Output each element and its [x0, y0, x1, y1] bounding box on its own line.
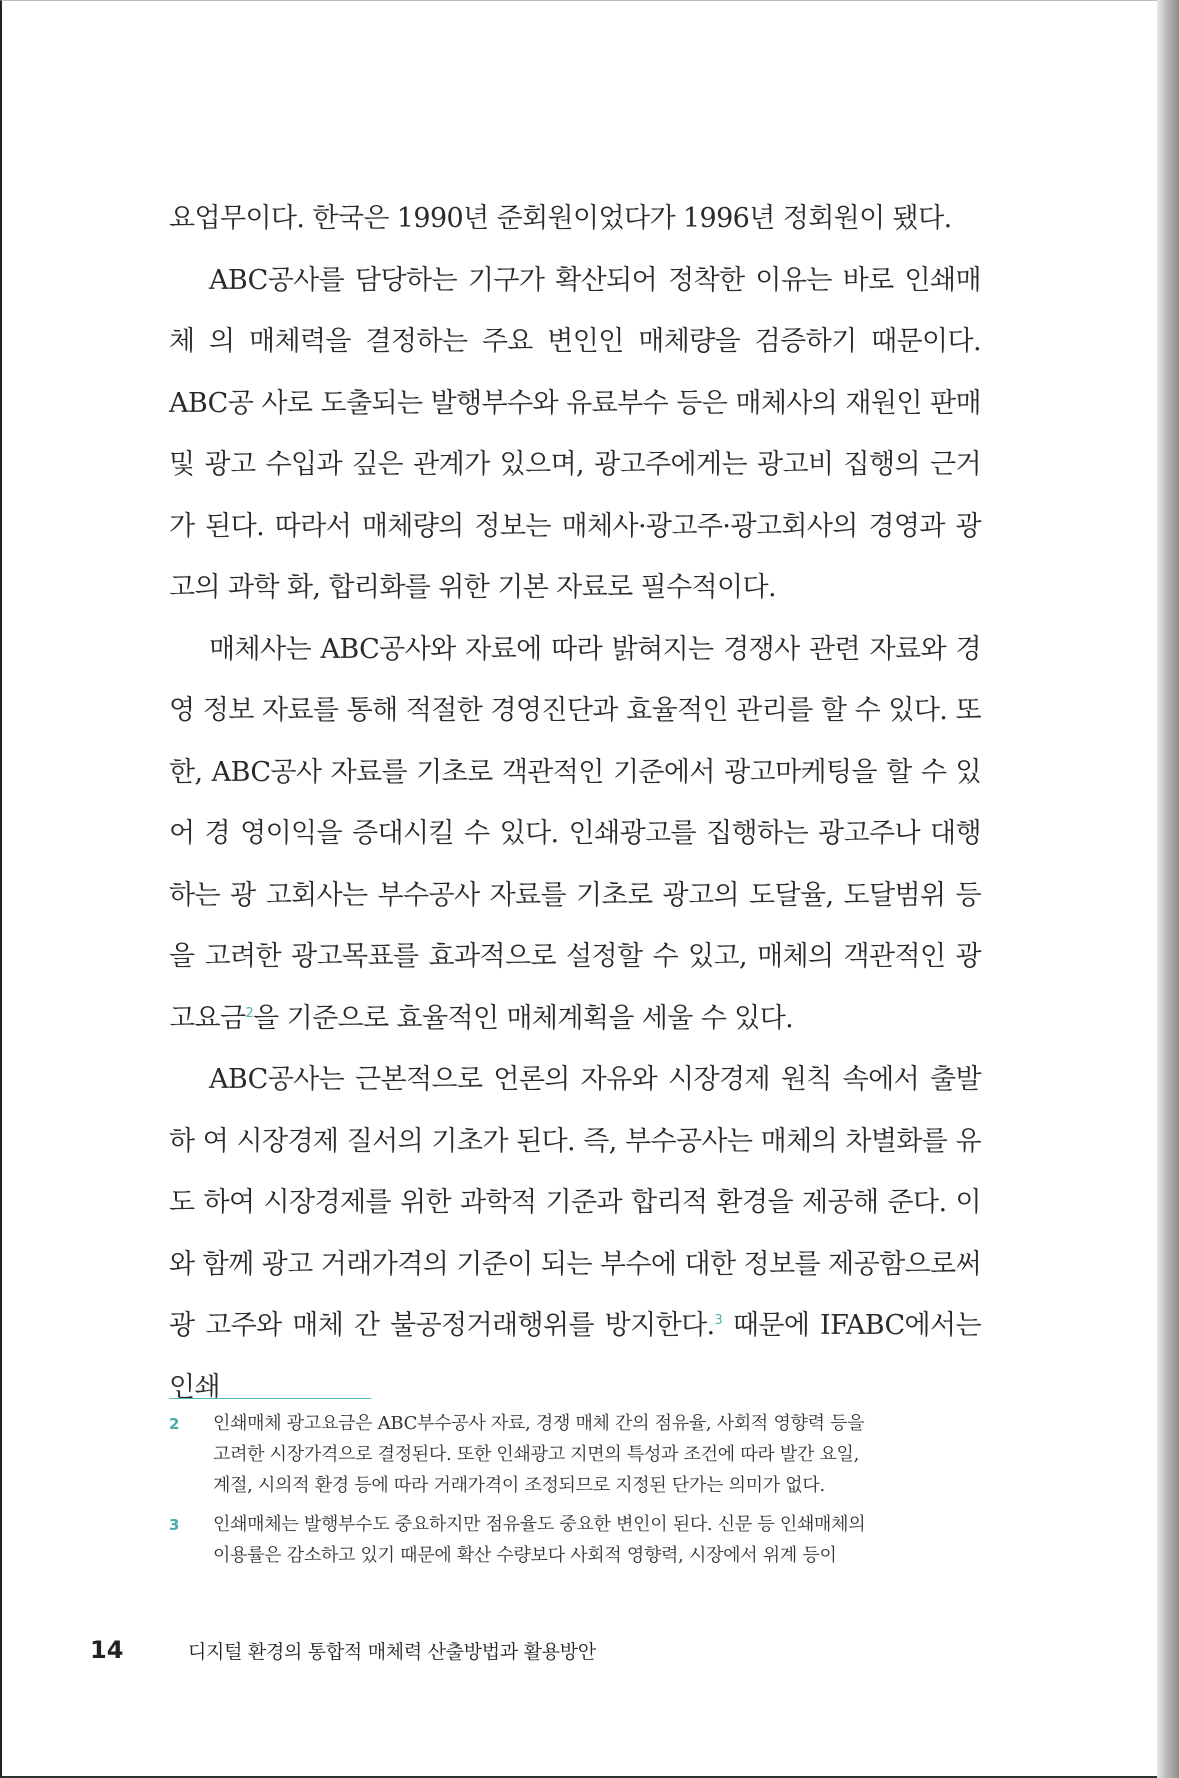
footnote-line: 이용률은 감소하고 있기 때문에 확산 수량보다 사회적 영향력, 시장에서 위계 등이 [213, 1545, 837, 1566]
footnote-ref-2[interactable]: 2 [245, 1005, 254, 1021]
page-edge-shadow [1157, 0, 1179, 1778]
body-line: 영이익을 증대시킬 수 있다. 인쇄광고를 집행하는 광고주나 대행하는 광 [169, 818, 981, 911]
page-number: 14 [90, 1636, 124, 1664]
body-line: 사로 도출되는 발행부수와 유료부수 등은 매체사의 재원인 판매 및 광고 [169, 387, 981, 480]
footnotes [169, 1408, 981, 1579]
footnote-line: 계절, 시의적 환경 등에 따라 거래가격이 조정되므로 지정된 단가는 의미가 없다. [213, 1475, 825, 1496]
footnote-line: 인쇄매체는 발행부수도 중요하지만 점유율도 중요한 변인이 된다. 신문 등 인쇄매체의 [213, 1514, 866, 1535]
body-line: 고주와 매체 간 불공정거래행위를 방지한다. [205, 1310, 715, 1341]
body-line: 기준으로 효율적인 매체계획을 세울 수 있다. [286, 1002, 794, 1034]
body-line: 의 매체력을 결정하는 주요 변인인 매체량을 검증하기 때문이다. ABC공 [169, 326, 981, 419]
footnote-number: 3 [169, 1516, 180, 1534]
body-line: 함께 광고 거래가격의 기준이 되는 부수에 대한 정보를 제공함으로써 광 [169, 1248, 982, 1341]
body-line: ABC공사는 근본적으로 언론의 자유와 시장경제 원칙 속에서 출발하 [169, 1064, 981, 1157]
footnote-3 [169, 1509, 981, 1571]
paragraph-1 [169, 188, 981, 250]
footnote-line: 고려한 시장가격으로 결정된다. 또한 인쇄광고 지면의 특성과 조건에 따라 발간 요일, [213, 1444, 860, 1465]
paragraph-4 [169, 1049, 981, 1418]
body-line: 요업무이다. 한국은 1990년 준회원이었다가 1996년 정회원이 됐다. [169, 203, 952, 234]
footnote-divider [169, 1398, 371, 1399]
footnote-number: 2 [169, 1415, 180, 1433]
paragraph-2 [169, 250, 981, 619]
body-line: 하여 시장경제를 위한 과학적 기준과 합리적 환경을 제공해 준다. 이와 [169, 1187, 982, 1280]
body-line: 여 시장경제 질서의 기초가 된다. 즉, 부수공사는 매체의 차별화를 유도 [169, 1125, 982, 1218]
paragraph-3 [169, 619, 981, 1050]
body-line: 수입과 깊은 관계가 있으며, 광고주에게는 광고비 집행의 근거가 된다. [169, 449, 981, 542]
body-line: 정보 자료를 통해 적절한 경영진단과 효율적인 관리를 할 수 있다. 또한, [169, 695, 981, 788]
body-line: 을 [253, 1002, 279, 1034]
body-line: ABC공사 자료를 기초로 객관적인 기준에서 광고마케팅을 할 수 있어 경 [169, 756, 982, 849]
footnote-ref-3[interactable]: 3 [714, 1313, 723, 1328]
footnote-line: 인쇄매체 광고요금은 ABC부수공사 자료, 경쟁 매체 간의 점유율, 사회적 영향력 등을 [213, 1413, 865, 1434]
body-line: ABC공사를 담당하는 기구가 확산되어 정착한 이유는 바로 인쇄매체 [169, 264, 981, 357]
footnote-2 [169, 1408, 981, 1501]
body-line: 매체사는 ABC공사와 자료에 따라 밝혀지는 경쟁사 관련 자료와 경영 [169, 633, 981, 726]
body-text [169, 188, 981, 1418]
page-footer [90, 1636, 596, 1664]
running-title: 디지털 환경의 통합적 매체력 산출방법과 활용방안 [188, 1641, 596, 1663]
footnote-text [213, 1408, 981, 1501]
body-line: 따라서 매체량의 정보는 매체사·광고주·광고회사의 경영과 광고의 과학 [169, 510, 981, 603]
body-line: 고회사는 부수공사 자료를 기초로 광고의 도달율, 도달범위 등을 고려한 [169, 879, 981, 972]
footnote-text [213, 1509, 981, 1571]
body-line: 때문에 IFABC에서는 인쇄 [169, 1310, 981, 1403]
body-line: 화, 합리화를 위한 기본 자료로 필수적이다. [286, 572, 776, 603]
body-line: 광고목표를 효과적으로 설정할 수 있고, 매체의 객관적인 광고요금 [169, 941, 981, 1034]
